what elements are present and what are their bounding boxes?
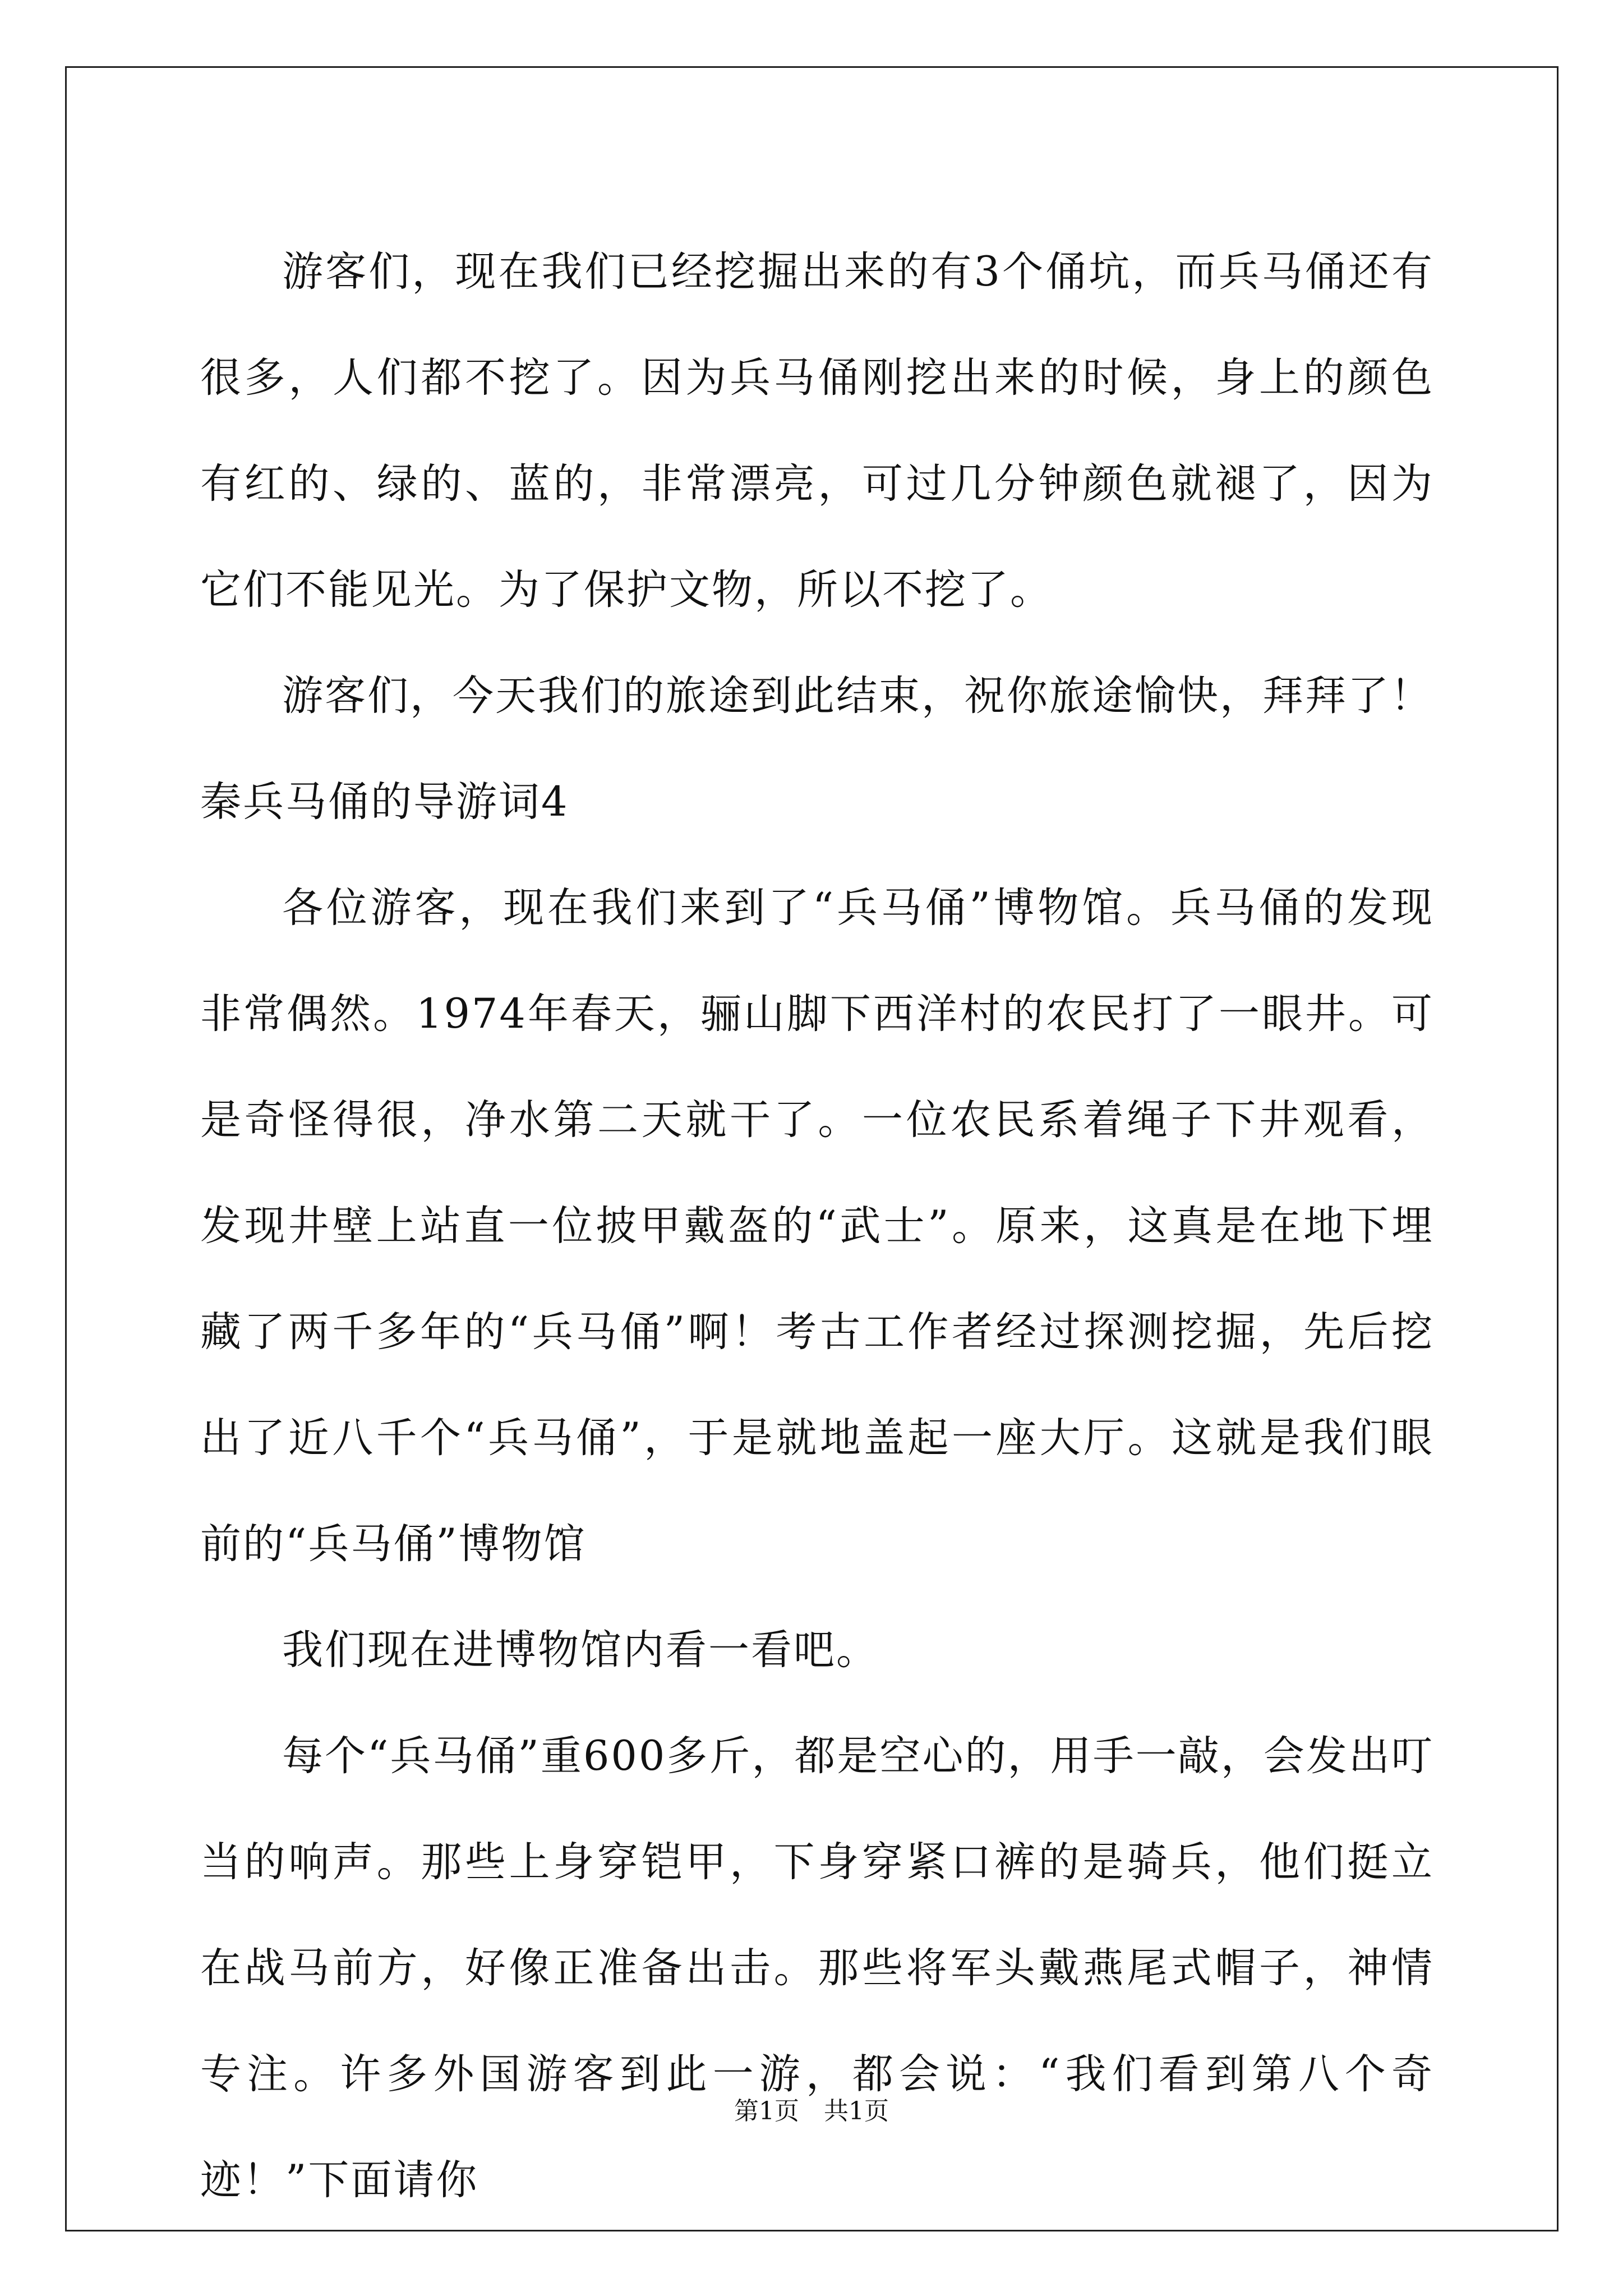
paragraph: 游客们，现在我们已经挖掘出来的有3个俑坑，而兵马俑还有很多，人们都不挖了。因为兵马俑刚挖出来的时候，身上的颜色有红的、绿的、蓝的，非常漂亮，可过几分钟颜色就褪了，因为它们不能见光。为了保护文物，所以不挖了。 [200,248,1434,614]
section-heading: 秦兵马俑的导游词4 [200,778,569,826]
page-number: 第1页 [734,2097,799,2125]
paragraph: 各位游客，现在我们来到了“兵马俑”博物馆。兵马俑的发现非常偶然。1974年春天，骊山脚下西洋村的农民打了一眼井。可是奇怪得很，净水第二天就干了。一位农民系着绳子下井观看，发现井壁上站直一位披甲戴盔的“武士”。原来，这真是在地下埋藏了两千多年的“兵马俑”啊！考古工作者经过探测挖掘，先后挖出了近八千个“兵马俑”，于是就地盖起一座大厅。这就是我们眼前的“兵马俑”博物馆 [200,884,1434,1568]
document-body [200,219,1434,2233]
page-footer [0,2095,1623,2128]
paragraph: 游客们，今天我们的旅途到此结束，祝你旅途愉快，拜拜了！ [282,672,1433,720]
page-total: 共1页 [824,2097,889,2125]
paragraph: 每个“兵马俑”重600多斤，都是空心的，用手一敲，会发出叮当的响声。那些上身穿铠甲，下身穿紧口裤的是骑兵，他们挺立在战马前方，好像正准备出击。那些将军头戴燕尾式帽子，神情专注。许多外国游客到此一游，都会说：“我们看到第八个奇迹！”下面请你 [200,1732,1434,2204]
paragraph: 我们现在进博物馆内看一看吧。 [282,1626,879,1674]
